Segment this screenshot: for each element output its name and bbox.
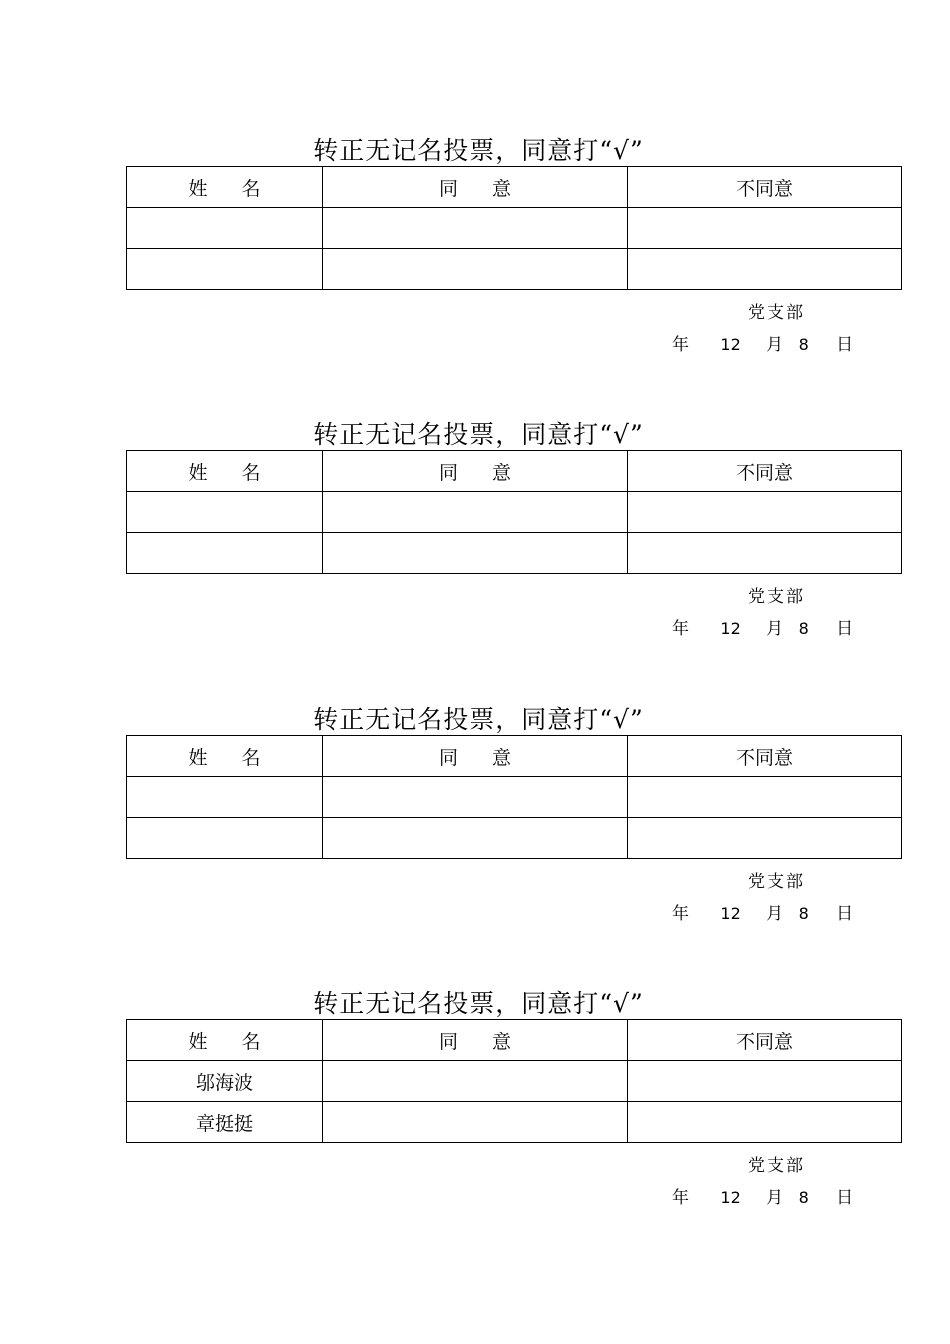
table-header-row (127, 736, 902, 777)
date-line (672, 617, 853, 641)
ballot-form (0, 705, 950, 965)
disagree-cell[interactable] (628, 208, 902, 249)
day-value: 8 (798, 904, 809, 923)
disagree-cell[interactable] (628, 249, 902, 290)
header-agree: 同意 (323, 736, 628, 777)
date-line (672, 333, 853, 357)
disagree-cell[interactable] (628, 492, 902, 533)
party-branch-signature: 党支部 (748, 587, 805, 607)
table-header-row (127, 451, 902, 492)
disagree-cell[interactable] (628, 1061, 902, 1102)
agree-cell[interactable] (323, 492, 628, 533)
month-label: 月 (766, 1188, 784, 1208)
ballot-title: 转正无记名投票，同意打“√” (313, 420, 644, 449)
month-value: 12 (720, 1188, 741, 1207)
header-disagree: 不同意 (628, 451, 902, 492)
year-label: 年 (672, 904, 689, 924)
month-label: 月 (766, 904, 784, 924)
disagree-cell[interactable] (628, 1102, 902, 1143)
header-disagree: 不同意 (628, 736, 902, 777)
day-label: 日 (836, 1188, 854, 1208)
header-agree: 同意 (323, 1020, 628, 1061)
month-value: 12 (720, 904, 741, 923)
candidate-name-cell: 章挺挺 (127, 1102, 323, 1143)
ballot-form (0, 420, 950, 680)
day-value: 8 (798, 335, 809, 354)
candidate-name-cell (127, 492, 323, 533)
candidate-name-cell (127, 777, 323, 818)
header-agree: 同意 (323, 451, 628, 492)
table-row (127, 777, 902, 818)
disagree-cell[interactable] (628, 533, 902, 574)
day-value: 8 (798, 619, 809, 638)
header-name: 姓名 (127, 1020, 323, 1061)
header-disagree: 不同意 (628, 1020, 902, 1061)
month-label: 月 (766, 619, 784, 639)
table-row (127, 1102, 902, 1143)
disagree-cell[interactable] (628, 818, 902, 859)
table-row (127, 533, 902, 574)
vote-table (126, 166, 902, 290)
year-label: 年 (672, 619, 689, 639)
agree-cell[interactable] (323, 208, 628, 249)
ballot-title: 转正无记名投票，同意打“√” (313, 136, 644, 165)
party-branch-signature: 党支部 (748, 303, 805, 323)
ballot-title: 转正无记名投票，同意打“√” (313, 705, 644, 734)
year-label: 年 (672, 1188, 689, 1208)
day-value: 8 (798, 1188, 809, 1207)
agree-cell[interactable] (323, 818, 628, 859)
table-header-row (127, 167, 902, 208)
candidate-name-cell (127, 533, 323, 574)
table-row (127, 492, 902, 533)
table-row (127, 818, 902, 859)
day-label: 日 (836, 619, 854, 639)
header-name: 姓名 (127, 167, 323, 208)
month-value: 12 (720, 619, 741, 638)
ballot-title: 转正无记名投票，同意打“√” (313, 989, 644, 1018)
agree-cell[interactable] (323, 249, 628, 290)
header-name: 姓名 (127, 736, 323, 777)
month-label: 月 (766, 335, 784, 355)
vote-table (126, 450, 902, 574)
table-header-row (127, 1020, 902, 1061)
month-value: 12 (720, 335, 741, 354)
agree-cell[interactable] (323, 1061, 628, 1102)
ballot-form (0, 989, 950, 1249)
candidate-name-cell (127, 818, 323, 859)
agree-cell[interactable] (323, 1102, 628, 1143)
agree-cell[interactable] (323, 533, 628, 574)
disagree-cell[interactable] (628, 777, 902, 818)
date-line (672, 1186, 853, 1210)
party-branch-signature: 党支部 (748, 872, 805, 892)
table-row (127, 208, 902, 249)
vote-table (126, 1019, 902, 1143)
year-label: 年 (672, 335, 689, 355)
party-branch-signature: 党支部 (748, 1156, 805, 1176)
table-row (127, 249, 902, 290)
day-label: 日 (836, 904, 854, 924)
candidate-name-cell (127, 208, 323, 249)
agree-cell[interactable] (323, 777, 628, 818)
day-label: 日 (836, 335, 854, 355)
header-agree: 同意 (323, 167, 628, 208)
ballot-form (0, 136, 950, 396)
header-disagree: 不同意 (628, 167, 902, 208)
candidate-name-cell: 邬海波 (127, 1061, 323, 1102)
table-row (127, 1061, 902, 1102)
vote-table (126, 735, 902, 859)
header-name: 姓名 (127, 451, 323, 492)
candidate-name-cell (127, 249, 323, 290)
date-line (672, 902, 853, 926)
